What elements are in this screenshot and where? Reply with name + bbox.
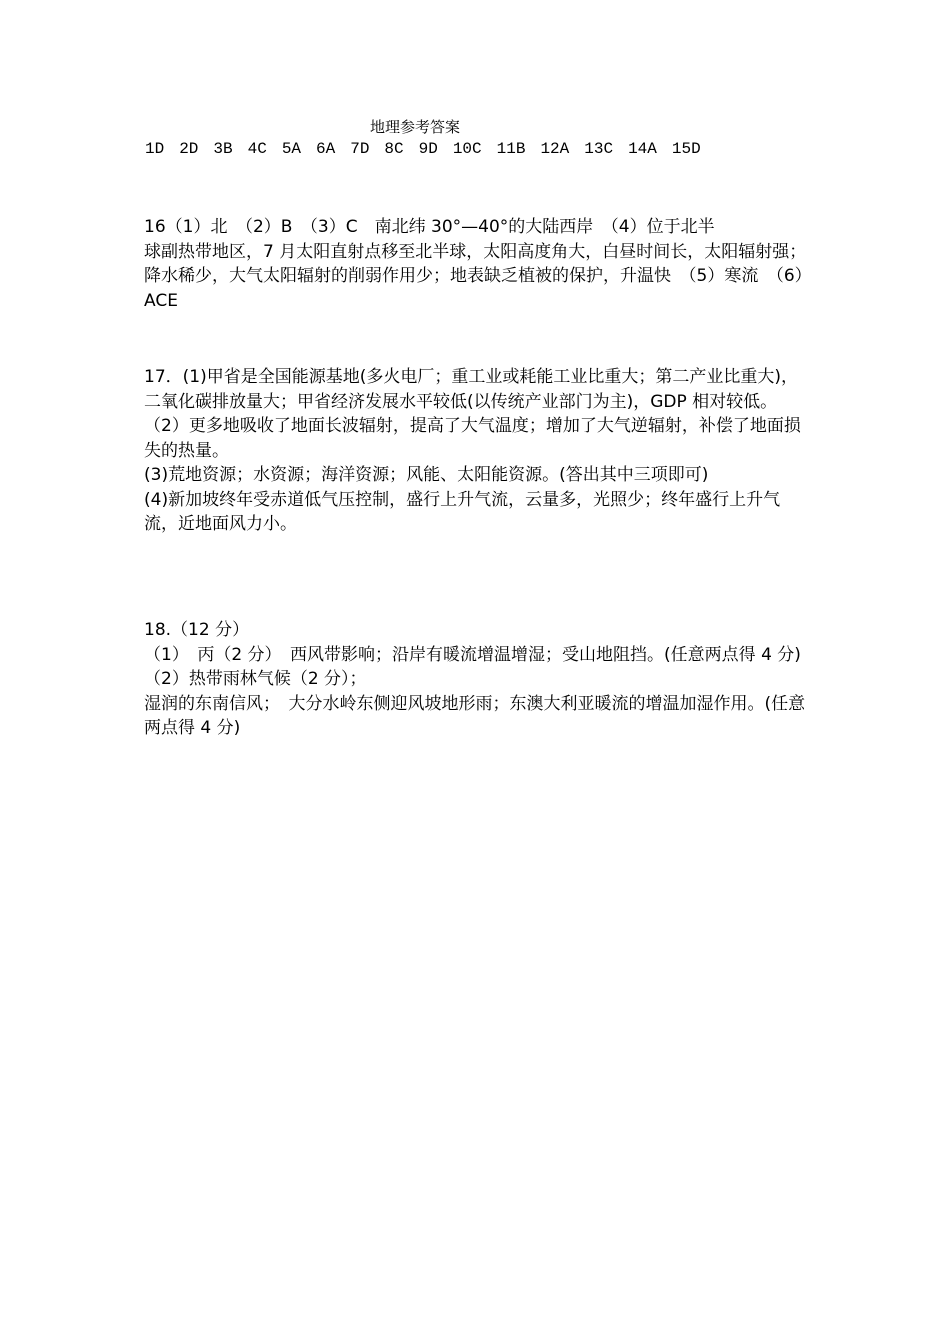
mc-answer: 8C bbox=[384, 140, 404, 158]
mc-answer: 2D bbox=[179, 140, 199, 158]
answer-line: (3)荒地资源；水资源；海洋资源；风能、太阳能资源。(答出其中三项即可) bbox=[144, 465, 709, 485]
answer-line: (4)新加坡终年受赤道低气压控制，盛行上升气流，云量多，光照少；终年盛行上升气流，近地面风力小。 bbox=[144, 489, 781, 534]
mc-answer: 7D bbox=[350, 140, 370, 158]
answer-line: （1） 丙（2 分） 西风带影响；沿岸有暖流增温增湿；受山地阻挡。(任意两点得 4 分) bbox=[144, 644, 801, 665]
answer-line: （2）更多地吸收了地面长波辐射，提高了大气温度；增加了大气逆辐射，补偿了地面损失的热量。 bbox=[144, 416, 801, 461]
mc-answer: 3B bbox=[213, 140, 233, 158]
answer-line: 球副热带地区，7 月太阳直射点移至北半球，太阳高度角大，白昼时间长，太阳辐射强；降水稀少，大气太阳辐射的削弱作用少；地表缺乏植被的保护，升温快 （5）寒流 （6）ACE bbox=[144, 241, 812, 311]
answer-line: 18.（12 分） bbox=[144, 620, 250, 640]
answer-line: （2）热带雨林气候（2 分）； bbox=[144, 669, 367, 689]
mc-answer: 12A bbox=[540, 140, 570, 158]
multiple-choice-answers bbox=[145, 140, 716, 158]
question-18-answer bbox=[144, 618, 814, 741]
question-17-answer bbox=[144, 365, 814, 537]
mc-answer: 14A bbox=[628, 140, 657, 158]
mc-answer: 15D bbox=[671, 140, 701, 158]
mc-answer: 9D bbox=[418, 140, 438, 158]
answer-line: 湿润的东南信风； 大分水岭东侧迎风坡地形雨；东澳大利亚暖流的增温加湿作用。(任意两点得 4 分) bbox=[144, 693, 806, 738]
mc-answer: 10C bbox=[452, 140, 482, 158]
mc-answer: 1D bbox=[145, 140, 165, 158]
mc-answer: 11B bbox=[496, 140, 526, 158]
mc-answer: 5A bbox=[281, 140, 302, 158]
mc-answer: 4C bbox=[247, 140, 267, 158]
answer-line: 17．(1)甲省是全国能源基地(多火电厂；重工业或耗能工业比重大；第二产业比重大)，二氧化碳排放量大；甲省经济发展水平较低(以传统产业部门为主)，GDP 相对较低。 bbox=[144, 367, 798, 412]
mc-answer: 6A bbox=[316, 140, 336, 158]
answer-line: 16（1）北 （2）B （3）C 南北纬 30°—40°的大陆西岸 （4）位于北半 bbox=[144, 217, 715, 237]
document-title: 地理参考答案 bbox=[370, 118, 461, 136]
question-16-answer bbox=[144, 215, 814, 313]
mc-answer: 13C bbox=[584, 140, 614, 158]
